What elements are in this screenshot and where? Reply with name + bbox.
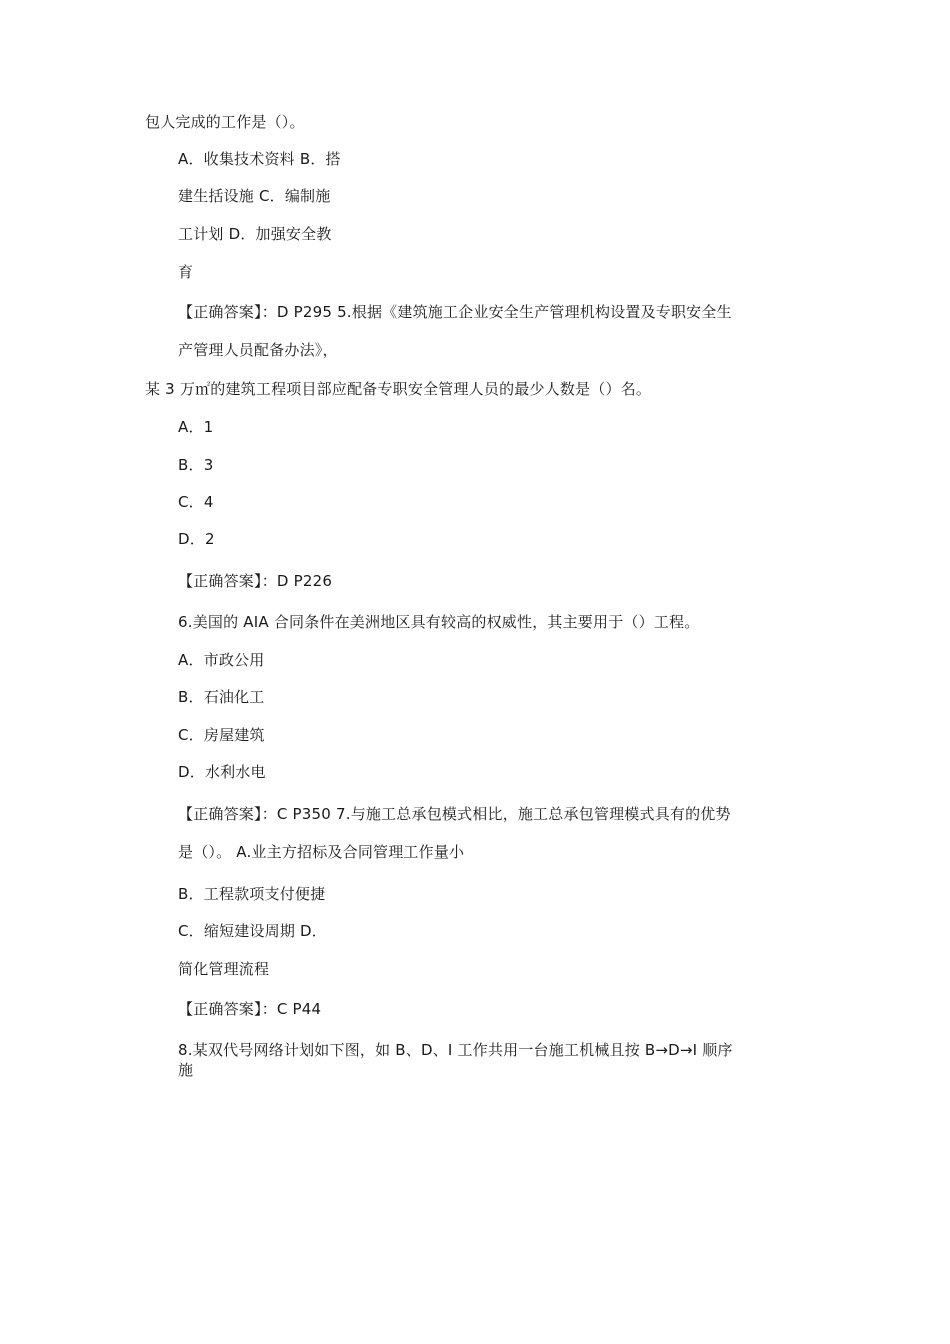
text-line-q5-stem-cont: 产管理人员配备办法》， [178, 341, 338, 359]
text-line-q7-answer: 【正确答案】：C P44 [178, 1000, 322, 1018]
text-line-q6-option-c: C．房屋建筑 [178, 726, 265, 744]
text-line-q5-question: 某 3 万㎡的建筑工程项目部应配备专职安全管理人员的最少人数是（）名。 [145, 380, 652, 398]
text-line-q6-stem: 6.美国的 AIA 合同条件在美洲地区具有较高的权威性，其主要用于（）工程。 [178, 613, 700, 631]
text-line-q6-option-d: D．水利水电 [178, 763, 266, 781]
text-line-q4-options-4: 育 [178, 263, 194, 281]
text-line-q8-stem-cont: 施 [178, 1061, 194, 1079]
text-line-q4-answer-q5-stem: 【正确答案】：D P295 5.根据《建筑施工企业安全生产管理机构设置及专职安全生 [178, 303, 732, 321]
text-line-q4-options-1: A．收集技术资料 B．搭 [178, 150, 341, 168]
text-line-q6-option-b: B．石油化工 [178, 688, 265, 706]
text-line-q7-option-d-cont: 简化管理流程 [178, 960, 270, 978]
text-line-q4-options-2: 建生括设施 C．编制施 [178, 187, 331, 205]
text-line-q8-stem: 8.某双代号网络计划如下图，如 B、D、I 工作共用一台施工机械且按 B→D→I 顺序 [178, 1041, 733, 1059]
text-line-q7-stem-cont: 是（）。 A.业主方招标及合同管理工作量小 [178, 843, 465, 861]
text-line-q4-options-3: 工计划 D．加强安全教 [178, 225, 332, 243]
text-line-q5-option-c: C．4 [178, 493, 214, 511]
text-line-q7-option-b: B．工程款项支付便捷 [178, 885, 326, 903]
text-line-q6-answer-q7-stem: 【正确答案】：C P350 7.与施工总承包模式相比，施工总承包管理模式具有的优势 [178, 805, 731, 823]
text-line-q4-stem: 包人完成的工作是（）。 [145, 113, 305, 131]
text-line-q5-option-d: D．2 [178, 530, 215, 548]
text-line-q7-option-c-d: C．缩短建设周期 D． [178, 922, 327, 940]
text-line-q5-answer: 【正确答案】：D P226 [178, 572, 333, 590]
text-line-q5-option-b: B．3 [178, 456, 214, 474]
text-line-q6-option-a: A．市政公用 [178, 651, 265, 669]
text-line-q5-option-a: A．1 [178, 418, 214, 436]
